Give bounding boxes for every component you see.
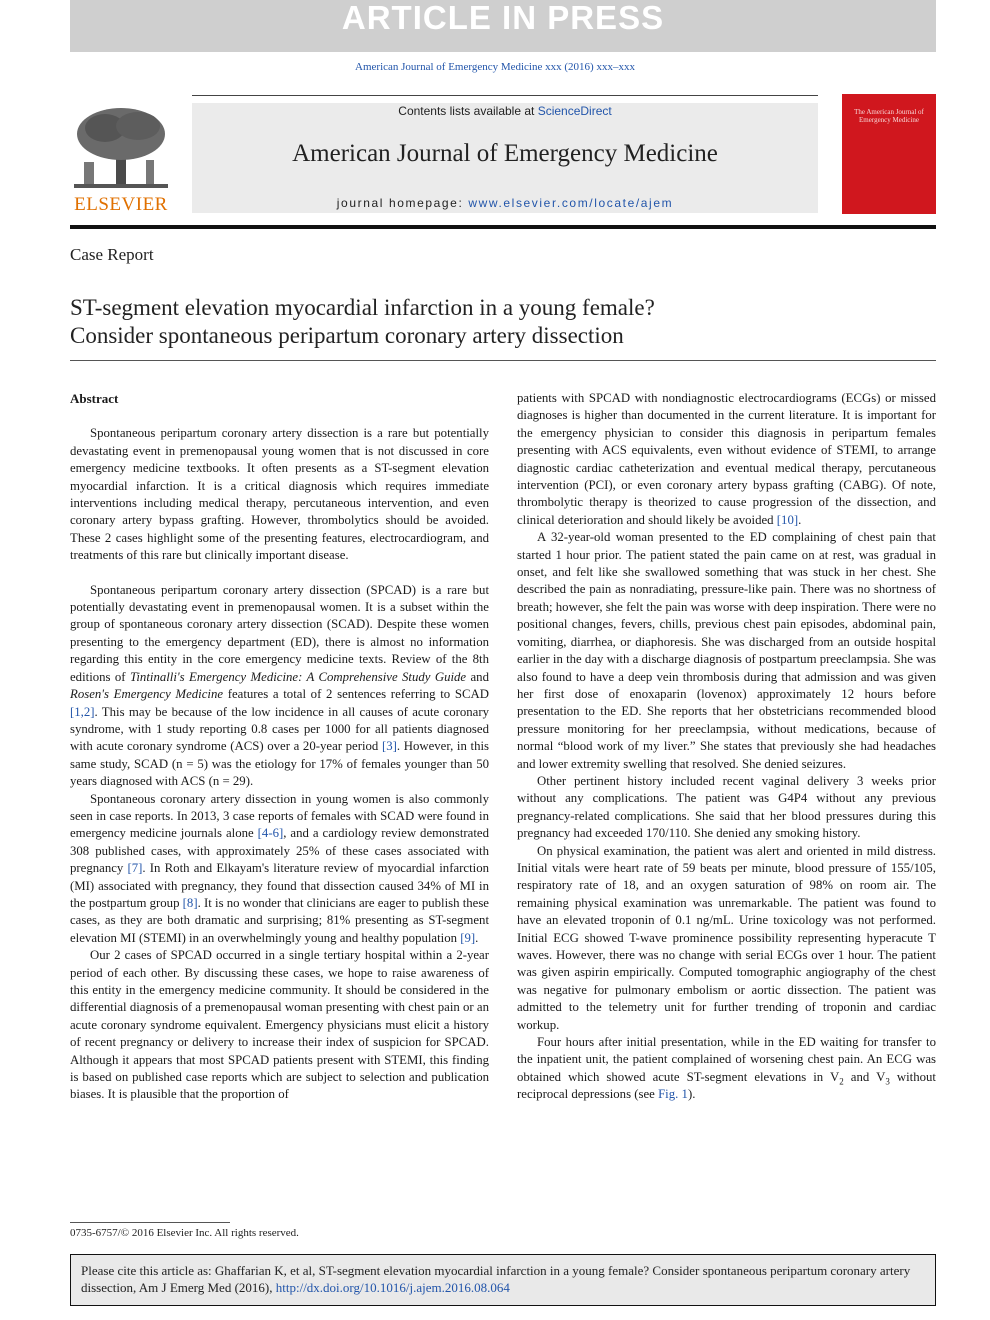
copyright-rule — [70, 1222, 230, 1223]
article-type: Case Report — [70, 245, 154, 264]
header-divider — [70, 225, 936, 229]
copyright-notice: 0735-6757/© 2016 Elsevier Inc. All rights reserved. — [70, 1227, 299, 1239]
journal-cover-thumbnail — [842, 94, 936, 214]
sciencedirect-link[interactable]: ScienceDirect — [537, 104, 612, 118]
body-paragraph: Spontaneous peripartum coronary artery dissection (SPCAD) is a rare but potentially devastating event in premenopausal women. It is a subset within the group of spontaneous coronary artery dissection (SCAD). Despite these women presenting to the emergency department (ED), there is almost no information regarding this entity in the core emergency medicine texts. Review of the 8th editions of Tintinalli's Emergency Medicine: A Comprehensive Study Guide and Rosen's Emergency Medicine features a total of 2 sentences referring to SCAD [1,2]. This may be because of the low incidence in all causes of acute coronary syndrome, with 1 study reporting 0.8 cases per 1000 for all patients diagnosed with acute coronary syndrome (ACS) over a 20-year period [3]. However, in this same study, SCAD (n = 5) was the etiology for 17% of females younger than 50 years diagnosed with ACS (n = 29). — [70, 582, 490, 789]
masthead-rule — [192, 95, 818, 96]
reference-link[interactable]: [4-6] — [257, 826, 284, 841]
reference-link[interactable]: [9] — [460, 930, 476, 945]
cover-title: The American Journal of Emergency Medicine — [854, 108, 924, 124]
homepage-line — [192, 196, 818, 210]
body-paragraph: Four hours after initial presentation, while in the ED waiting for transfer to the inpatient unit, the patient complained of worsening chest pain. An ECG was obtained which showed acute ST-segment elevations in $V_2$ and $V_3$ without reciprocal depressions (see Fig. 1). — [517, 1035, 936, 1102]
body-paragraph: Spontaneous coronary artery dissection in young women is also commonly seen in case reports. In 2013, 3 case reports of females with SCAD were found in emergency medicine journals alone [4-6], and a cardiology review demonstrated 308 published cases, with approximately 25% of these cases associated with pregnancy [7]. In Roth and Elkayam's literature review of myocardial infarction (MI) associated with pregnancy, they found that dissection caused 34% of MI in the postpartum group [8]. It is no wonder that clinicians are eager to publish these cases, as they are both dramatic and surprising; 81% presenting as ST-segment elevation MI (STEMI) in an overwhelmingly young and healthy population [9]. — [70, 791, 490, 945]
publisher-name: ELSEVIER — [74, 194, 168, 215]
article-title — [70, 294, 936, 350]
reference-link[interactable]: [3] — [381, 739, 397, 754]
title-divider — [70, 360, 936, 361]
book-title: Tintinalli's Emergency Medicine: A Comprehensive Study Guide — [129, 669, 467, 684]
running-head[interactable]: American Journal of Emergency Medicine xxx (2016) xxx–xxx — [355, 61, 635, 73]
body-paragraph: A 32-year-old woman presented to the ED complaining of chest pain that started 1 hour prior. The patient stated the pain came on at rest, was gradual in onset, and felt like she swallowed something that was stuck in her chest. She described the pain as nonradiating, pressure-like pain. There was no shortness of breath; however, she felt the pain was worse with deep inspiration. There were no positional changes, fevers, chills, previous chest pain episodes, abdominal pain, vomiting, diarrhea, or diaphoresis. She was discharged from an outside hospital earlier in the day with a discharge diagnosis of postpartum preeclampsia. She was also found to have a deep vein thrombosis during that admission and was given her first dose of enoxaparin (lovenox) approximately 12 hours before presentation to the ED. She reports that her obstetricians recommended blood pressure monitoring for her preeclampsia, without medications, because of normal “blood work of my liver.” She states that previously she had headaches and lower extremity swelling that resolved. She denied seizures. — [517, 530, 936, 771]
journal-title: American Journal of Emergency Medicine — [292, 140, 718, 167]
reference-link[interactable]: [1,2] — [70, 704, 95, 719]
abstract-heading: Abstract — [70, 391, 119, 406]
spacer — [70, 565, 489, 582]
body-paragraph: patients with SPCAD with nondiagnostic electrocardiograms (ECGs) or missed diagnoses is higher than documented in the current literature. It is important for the emergency physician to consider this diagnosis in peripartum females presenting with ACS equivalents, even without evidence of STEMI, to arrange diagnostic cardiac catheterization and eventual medical therapy, percutaneous intervention (PCI), or even coronary artery bypass grafting (CABG). Of note, thrombolytic therapy is theorized to cause progression of the dissection, and clinical deterioration and should likely be avoided [10]. — [517, 391, 936, 527]
body-paragraph: Our 2 cases of SPCAD occurred in a single tertiary hospital within a 2-year period of each other. By discussing these cases, we hope to raise awareness of this entity in the emergency medicine community. It should be considered in the differential diagnosis of a premenopausal woman presenting with chest pain or an acute coronary syndrome equivalent. Emergency physicians must elicit a history of recent pregnancy or delivery to increase their index of suspicion for SPCAD. Although it appears that most SPCAD patients present with STEMI, this finding is based on published case reports which are subject to selection and publication biases. It is plausible that the proportion of — [70, 948, 489, 1102]
reference-link[interactable]: [7] — [127, 861, 143, 876]
citation-box — [70, 1254, 936, 1306]
citation-text: Please cite this article as: Ghaffarian K, et al, ST-segment elevation myocardial infarction in a young female? Consider spontaneous peripartum coronary artery dissection, Am J Emerg Med (2016), — [81, 1263, 911, 1295]
book-title: Rosen's Emergency Medicine — [70, 687, 224, 702]
reference-link[interactable]: [10] — [776, 512, 799, 527]
title-line-2: Consider spontaneous peripartum coronary artery dissection — [70, 323, 624, 348]
figure-link[interactable]: Fig. 1 — [658, 1087, 688, 1102]
homepage-link[interactable]: www.elsevier.com/locate/ajem — [468, 196, 674, 210]
title-line-1: ST-segment elevation myocardial infarction in a young female? — [70, 295, 655, 320]
banner-text: ARTICLE IN PRESS — [341, 0, 665, 36]
homepage-prefix: journal homepage: — [336, 196, 469, 210]
reference-link[interactable]: [8] — [182, 895, 198, 910]
body-paragraph: Other pertinent history included recent vaginal delivery 3 weeks prior without any complications. The patient was G4P4 without any previous pregnancy-related complications. She said that her blood pressures during this pregnancy had exceeded 170/110. She denied any smoking history. — [517, 773, 936, 841]
left-column — [70, 390, 489, 1104]
doi-link[interactable]: http://dx.doi.org/10.1016/j.ajem.2016.08.064 — [275, 1280, 510, 1295]
abstract-text: Spontaneous peripartum coronary artery dissection is a rare but potentially devastating event in premenopausal young women that is not discussed in core emergency medicine textbooks. It often presents as a ST-segment elevation myocardial infarction. It is a critical diagnosis which requires immediate interventions including medical therapy, percutaneous intervention, and even coronary artery bypass grafting. However, thrombolytics should be avoided. These 2 cases highlight some of the presenting features, electrocardiogram, and treatments of this rare but clinically important disease. — [70, 426, 489, 563]
contents-prefix: Contents lists available at — [398, 104, 538, 118]
contents-line — [192, 104, 818, 118]
right-column — [517, 390, 936, 1104]
body-paragraph: On physical examination, the patient was alert and oriented in mild distress. Initial vitals were heart rate of 59 beats per minute, blood pressure of 155/105, respiratory rate of 18, and an oxygen saturation of 98% on room air. The remaining physical examination was unremarkable. The patient was found to have an elevated troponin of 0.1 ng/mL. Urine toxicology was not performed. Initial ECG showed T-wave prominence possibility representing hyperacute T waves. However, there was no change with serial ECGs over 1 hour. The patient was given aspirin empirically. Computed tomographic angiography of the chest was negative for pulmonary embolism or aortic dissection. The patient was admitted to the telemetry unit for further trending of troponin and cardiac workup. — [517, 843, 936, 1032]
article-in-press-banner — [70, 0, 936, 52]
